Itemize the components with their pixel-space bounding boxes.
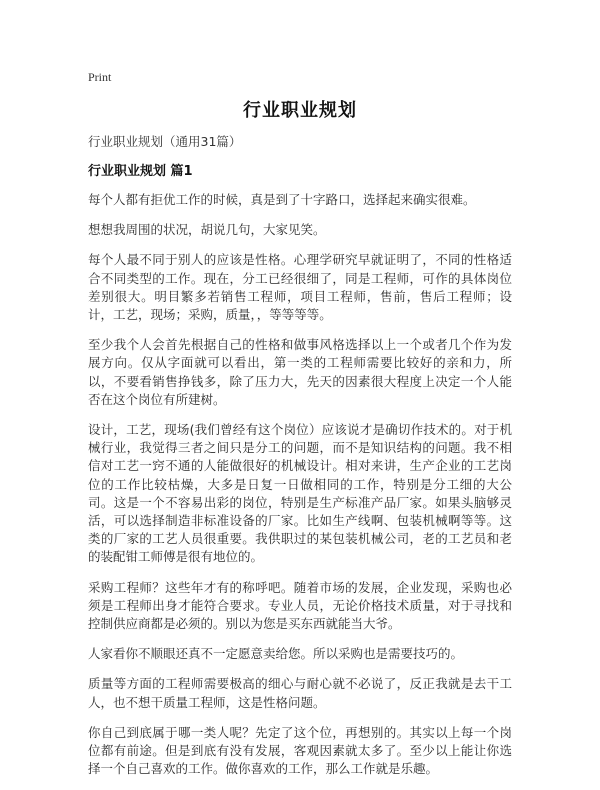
- paragraph: 想想我周围的状况，胡说几句，大家见笑。: [88, 222, 326, 238]
- print-link[interactable]: Print: [88, 70, 112, 84]
- paragraph: 每个人最不同于别人的应该是性格。心理学研究早就证明了，不同的性格适合不同类型的工作。现在，分工已经很细了，同是工程师，可作的具体岗位差别很大。明目繁多若销售工程师，项目工程师，售前，售后工程师；设计，工艺，现场；采购，质量，，等等等等。: [88, 252, 512, 323]
- paragraph: 设计，工艺，现场(我们曾经有这个岗位）应该说才是确切作技术的。对于机械行业，我觉得三者之间只是分工的问题，而不是知识结构的问题。我不相信对工艺一窍不通的人能做很好的机械设计。相对来讲，生产企业的工艺岗位的工作比较枯燥，大多是日复一日做相同的工作，特别是分工细的大公司。这是一个不容易出彩的岗位，特别是生产标准产品厂家。如果头脑够灵活，可以选择制造非标准设备的厂家。比如生产线啊、包装机械啊等等。这类的厂家的工艺人员很重要。我供职过的某包装机械公司，老的工艺员和老的装配钳工师傅是很有地位的。: [88, 422, 512, 565]
- paragraph: 质量等方面的工程师需要极高的细心与耐心就不必说了，反正我就是去干工人，也不想干质量工程师，这是性格问题。: [88, 676, 512, 710]
- paragraph: 至少我个人会首先根据自己的性格和做事风格选择以上一个或者几个作为发展方向。仅从字面就可以看出，第一类的工程师需要比较好的亲和力，所以，不要看销售挣钱多，除了压力大，先天的因素很大程度上决定一个人能否在这个岗位有所建树。: [88, 337, 512, 407]
- section-heading: 行业职业规划 篇1: [88, 164, 193, 179]
- document-body: [88, 133, 512, 790]
- paragraph: 每个人都有拒优工作的时候，真是到了十字路口，选择起来确实很难。: [88, 192, 476, 207]
- paragraph: 人家看你不顺眼还真不一定愿意卖给您。所以采购也是需要技巧的。: [88, 646, 464, 662]
- document-subtitle: 行业职业规划（通用31篇）: [88, 134, 242, 149]
- paragraph: 你自己到底属于哪一类人呢？先定了这个位，再想别的。其实以上每一个岗位都有前途。但是到底有没有发展，客观因素就太多了。至少以上能让你选择一个自己喜欢的工作。做你喜欢的工作，那么工作就是乐趣。: [88, 724, 512, 777]
- paragraph: 采购工程师？这些年才有的称呼吧。随着市场的发展，企业发现，采购也必须是工程师出身才能符合要求。专业人员，无论价格技术质量，对于寻找和控制供应商都是必须的。别以为您是买东西就能当大爷。: [88, 579, 512, 632]
- page-title: 行业职业规划: [243, 100, 357, 121]
